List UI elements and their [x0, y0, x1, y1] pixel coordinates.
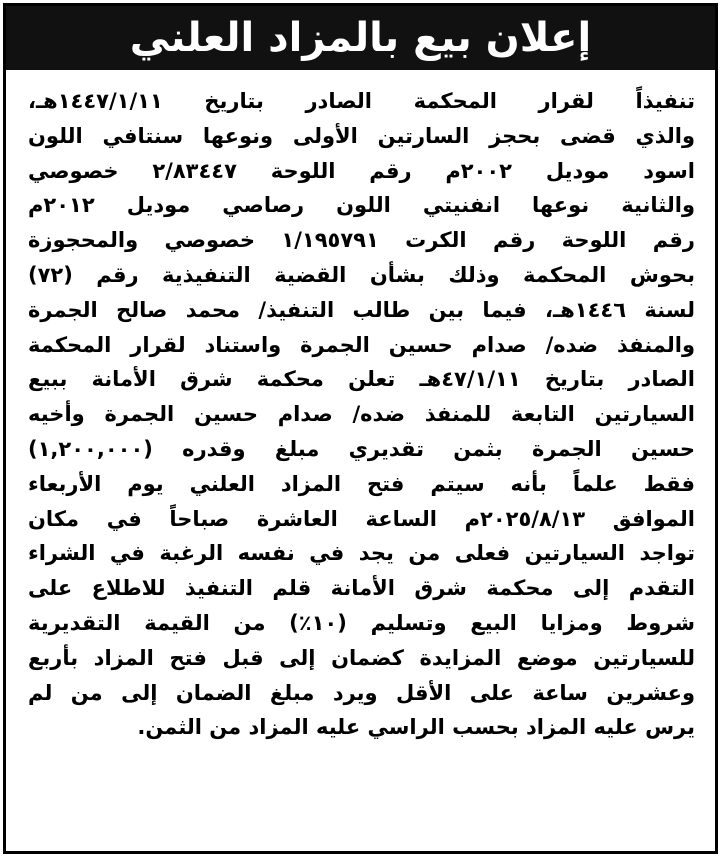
body-line: التقدم إلى محكمة شرق الأمانة قلم التنفيذ للاطلاع على	[28, 576, 695, 601]
body-line: بحوش المحكمة وذلك بشأن القضية التنفيذية رقم (٧٢)	[28, 262, 695, 287]
auction-notice	[3, 3, 718, 854]
body-line: يرس عليه المزاد بحسب الراسي عليه المزاد من الثمن.	[137, 715, 695, 740]
body-line: للسيارتين موضع المزايدة كضمان إلى قبل فتح المزاد بأربع	[28, 645, 695, 670]
body-line: لسنة ١٤٤٦هـ، فيما بين طالب التنفيذ/ محمد صالح الجمرة	[28, 297, 695, 322]
body-line: والمنفذ ضده/ صدام حسين الجمرة واستناد لقرار المحكمة	[28, 332, 695, 357]
body-line: تنفيذاً لقرار المحكمة الصادر بتاريخ ١٤٤٧/١/١١هـ،	[28, 89, 695, 113]
body-line: وعشرين ساعة على الأقل ويرد مبلغ الضمان إلى من لم	[28, 680, 695, 705]
body-line: الصادر بتاريخ ٤٧/١/١١هـ تعلن محكمة شرق الأمانة ببيع	[28, 367, 695, 392]
body-line: حسين الجمرة بثمن تقديري مبلغ وقدره (١,٢٠٠,٠٠٠)	[28, 436, 695, 461]
body-line: اسود موديل ٢٠٠٢م رقم اللوحة ٢/٨٣٤٤٧ خصوصي	[28, 158, 695, 183]
notice-body	[6, 70, 715, 745]
notice-header	[6, 6, 715, 70]
body-line: السيارتين التابعة للمنفذ ضده/ صدام حسين الجمرة وأخيه	[28, 402, 695, 427]
notice-title: إعلان بيع بالمزاد العلني	[129, 15, 592, 61]
body-line: الموافق ٢٠٢٥/٨/١٣م الساعة العاشرة صباحاً في مكان	[28, 506, 695, 531]
body-line: فقط علماً بأنه سيتم فتح المزاد العلني يوم الأربعاء	[28, 471, 695, 496]
body-line: تواجد السيارتين فعلى من يجد في نفسه الرغبة في الشراء	[28, 541, 695, 566]
body-line: شروط ومزايا البيع وتسليم (١٠٪) من القيمة التقديرية	[28, 610, 695, 635]
body-line: والثانية نوعها انفنيتي اللون رصاصي موديل ٢٠١٢م	[28, 193, 695, 218]
body-line: والذي قضى بحجز السارتين الأولى ونوعها سنتافي اللون	[28, 123, 695, 148]
body-line: رقم اللوحة رقم الكرت ١/١٩٥٧٩١ خصوصي والمحجوزة	[28, 228, 695, 253]
